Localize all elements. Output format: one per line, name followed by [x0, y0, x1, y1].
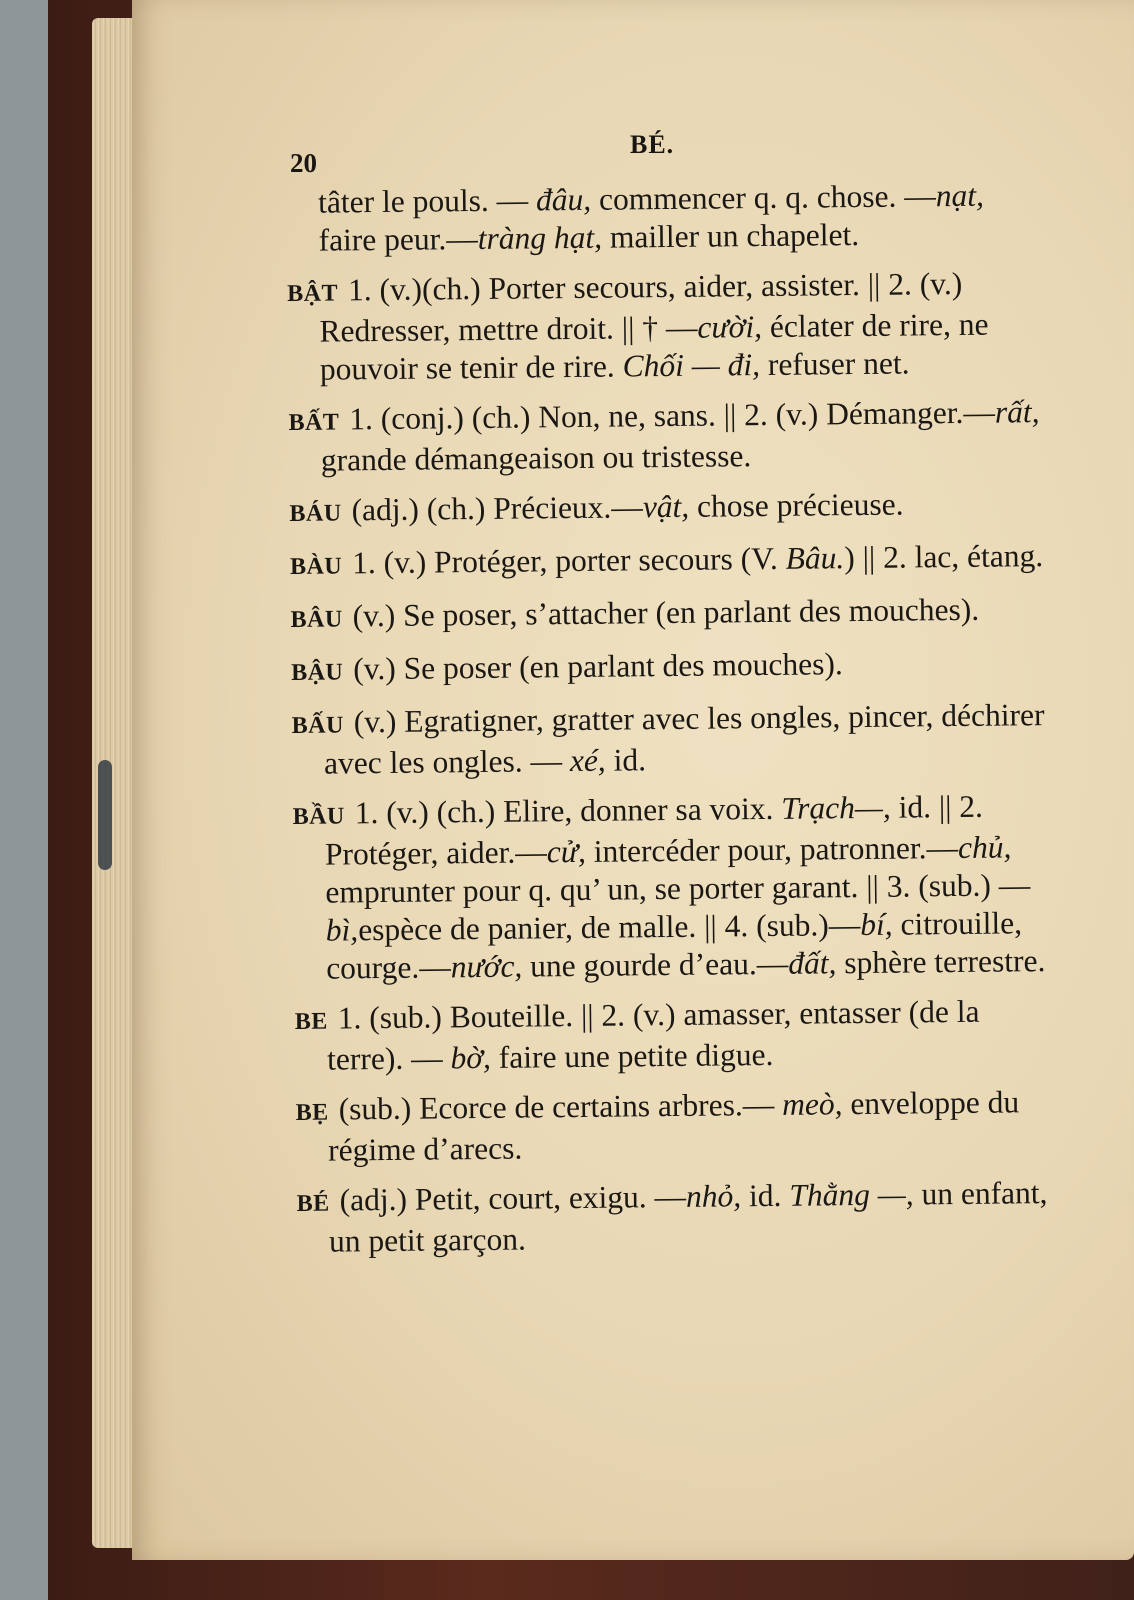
entry-headword: BẤT: [288, 409, 340, 436]
continuation-paragraph: [286, 176, 1047, 260]
entry-headword: BE: [294, 1008, 328, 1035]
dictionary-entry: [295, 992, 1056, 1079]
definition-text: éclater de rire, ne pouvoir se tenir de rire.: [319, 306, 989, 387]
definition-text: (sub.) Ecorce de certains arbres.—: [338, 1086, 783, 1127]
definition-text: 1. (v.) Protéger, porter secours (V.: [351, 540, 786, 581]
definition-text: ) || 2. lac, étang.: [844, 538, 1044, 576]
entry-headword: BẬU: [290, 659, 344, 686]
entry-headword: BÁU: [289, 500, 342, 527]
vietnamese-term: Thằng —,: [789, 1176, 914, 1213]
definition-text: id.: [741, 1177, 790, 1214]
dictionary-entry: [290, 537, 1050, 586]
continuation-body: [318, 178, 984, 258]
vietnamese-term: nạt,: [935, 177, 985, 214]
dictionary-entry: [287, 264, 1048, 389]
entry-headword: BÀU: [289, 553, 343, 580]
vietnamese-term: Chối — đi,: [622, 347, 761, 384]
dictionary-entry: [296, 1174, 1057, 1261]
definition-text: intercéder pour, patronner.—: [585, 829, 959, 869]
definition-text: 1. (v.)(ch.) Porter secours, aider, assister. || 2. (v.) Redresser, mettre droit. || † —: [319, 265, 963, 349]
vietnamese-term: Bâu.: [785, 540, 845, 576]
vietnamese-term: cười,: [697, 309, 763, 345]
definition-text: un enfant, un petit garçon.: [328, 1175, 1048, 1259]
definition-text: 1. (v.) (ch.) Elire, donner sa voix.: [354, 790, 782, 831]
definition-text: commencer q. q. chose. —: [590, 178, 936, 217]
entry-headword: BẬT: [287, 280, 339, 307]
definition-text: (v.) Se poser (en parlant des mouches).: [353, 646, 843, 687]
dictionary-entry: [295, 1083, 1056, 1170]
vietnamese-term: xé,: [569, 742, 606, 779]
definition-text: espèce de panier, de malle. || 4. (sub.)—: [358, 907, 861, 948]
definition-text: faire peur.—: [318, 220, 478, 258]
vietnamese-term: Trạch—,: [781, 789, 891, 826]
dictionary-entry: [289, 484, 1049, 533]
definition-text: enveloppe du régime d’arecs.: [327, 1084, 1020, 1168]
definition-text: tâter le pouls. —: [318, 182, 537, 220]
vietnamese-term: chủ,: [957, 829, 1012, 865]
definition-text: 1. (sub.) Bouteille. || 2. (v.) amasser, entasser (de la terre). —: [326, 993, 980, 1077]
definition-text: mailler un chapelet.: [601, 217, 860, 255]
vietnamese-term: đất,: [788, 945, 837, 981]
definition-text: (adj.) Petit, court, exigu. —: [339, 1178, 687, 1218]
vietnamese-term: cử,: [546, 833, 587, 870]
entry-list: [287, 264, 1057, 1261]
vietnamese-term: nước,: [450, 948, 523, 985]
vietnamese-term: tràng hạt,: [477, 219, 603, 256]
dictionary-entry: [292, 787, 1054, 988]
running-head: BÉ.: [630, 130, 675, 159]
vietnamese-term: nhỏ,: [685, 1178, 742, 1214]
dictionary-entry: [291, 696, 1052, 783]
entry-headword: BÂU: [290, 606, 343, 633]
vietnamese-term: rất,: [994, 394, 1040, 430]
vietnamese-term: bì,: [325, 912, 359, 948]
bookmark-ribbon: [98, 760, 112, 870]
vietnamese-term: vật,: [642, 488, 690, 525]
definition-text: id.: [605, 742, 647, 778]
vietnamese-term: meò,: [781, 1086, 843, 1122]
dictionary-entry: [290, 590, 1050, 639]
definition-text: (adj.) (ch.) Précieux.—: [351, 489, 644, 528]
page-number: 20: [290, 148, 317, 178]
entry-headword: BẸ: [295, 1099, 329, 1126]
vietnamese-term: đâu,: [535, 181, 592, 218]
entry-headword: BẤU: [291, 712, 344, 739]
definition-text: (v.) Se poser, s’attacher (en parlant des mouches).: [352, 591, 980, 634]
vietnamese-term: bí,: [860, 906, 893, 943]
definition-text: faire une petite digue.: [490, 1036, 774, 1075]
definition-text: 1. (conj.) (ch.) Non, ne, sans. || 2. (v.) Démanger.—: [349, 394, 996, 437]
entries-text: [286, 176, 1057, 1273]
definition-text: (v.) Egratigner, gratter avec les ongles, pincer, déchirer avec les ongles. —: [323, 697, 1045, 781]
vietnamese-term: bờ,: [450, 1039, 492, 1076]
definition-text: id. || 2. Protéger, aider.—: [324, 788, 984, 872]
dictionary-entry: [291, 643, 1051, 692]
definition-text: sphère terrestre.: [836, 943, 1046, 981]
definition-text: grande démangeaison ou tristesse.: [320, 438, 752, 478]
dictionary-entry: [288, 393, 1049, 480]
definition-text: citrouille, courge.—: [326, 905, 1023, 986]
definition-text: emprunter pour q. qu’ un, se porter garant. || 3. (sub.) —: [325, 867, 1031, 910]
entry-headword: BẦU: [292, 803, 345, 830]
definition-text: refuser net.: [759, 345, 910, 383]
definition-text: chose précieuse.: [689, 486, 904, 524]
definition-text: une gourde d’eau.—: [522, 945, 789, 984]
entry-headword: BÉ: [296, 1190, 330, 1217]
